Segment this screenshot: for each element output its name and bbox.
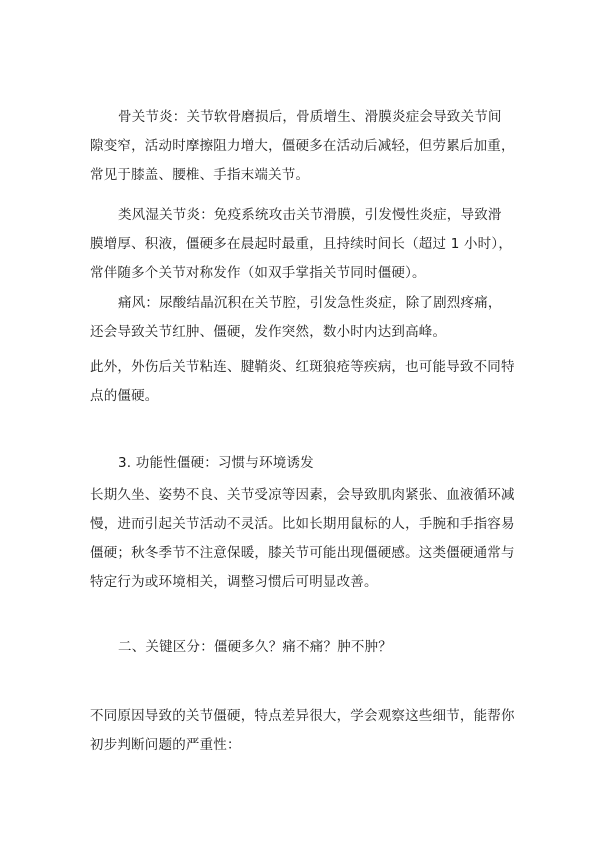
paragraph-other-causes: 此外，外伤后关节粘连、腱鞘炎、红斑狼疮等疾病，也可能导致不同特点的僵硬。 (90, 359, 515, 404)
paragraph-gout: 痛风：尿酸结晶沉积在关节腔，引发急性炎症，除了剧烈疼痛，还会导致关节红肿、僵硬，发作突然，数小时内达到高峰。 (90, 295, 502, 340)
section-heading-functional-stiffness: 3. 功能性僵硬：习惯与环境诱发 (118, 455, 314, 471)
paragraph-key-distinctions-intro: 不同原因导致的关节僵硬，特点差异很大，学会观察这些细节，能帮你初步判断问题的严重性： (90, 708, 515, 753)
section-heading-key-distinctions: 二、关键区分：僵硬多久？痛不痛？肿不肿？ (118, 639, 392, 655)
paragraph-osteoarthritis: 骨关节炎：关节软骨磨损后，骨质增生、滑膜炎症会导致关节间隙变窄，活动时摩擦阻力增大，僵硬多在活动后减轻，但劳累后加重，常见于膝盖、腰椎、手指末端关节。 (90, 109, 515, 183)
paragraph-rheumatoid-arthritis: 类风湿关节炎：免疫系统攻击关节滑膜，引发慢性炎症，导致滑膜增厚、积液，僵硬多在晨起时最重，且持续时间长（超过 1 小时），常伴随多个关节对称发作（如双手掌指关节同时僵硬）。 (90, 207, 513, 281)
paragraph-functional-stiffness: 长期久坐、姿势不良、关节受凉等因素，会导致肌肉紧张、血液循环减慢，进而引起关节活动不灵活。比如长期用鼠标的人，手腕和手指容易僵硬；秋冬季节不注意保暖，膝关节可能出现僵硬感。这类僵硬通常与特定行为或环境相关，调整习惯后可明显改善。 (90, 487, 515, 590)
